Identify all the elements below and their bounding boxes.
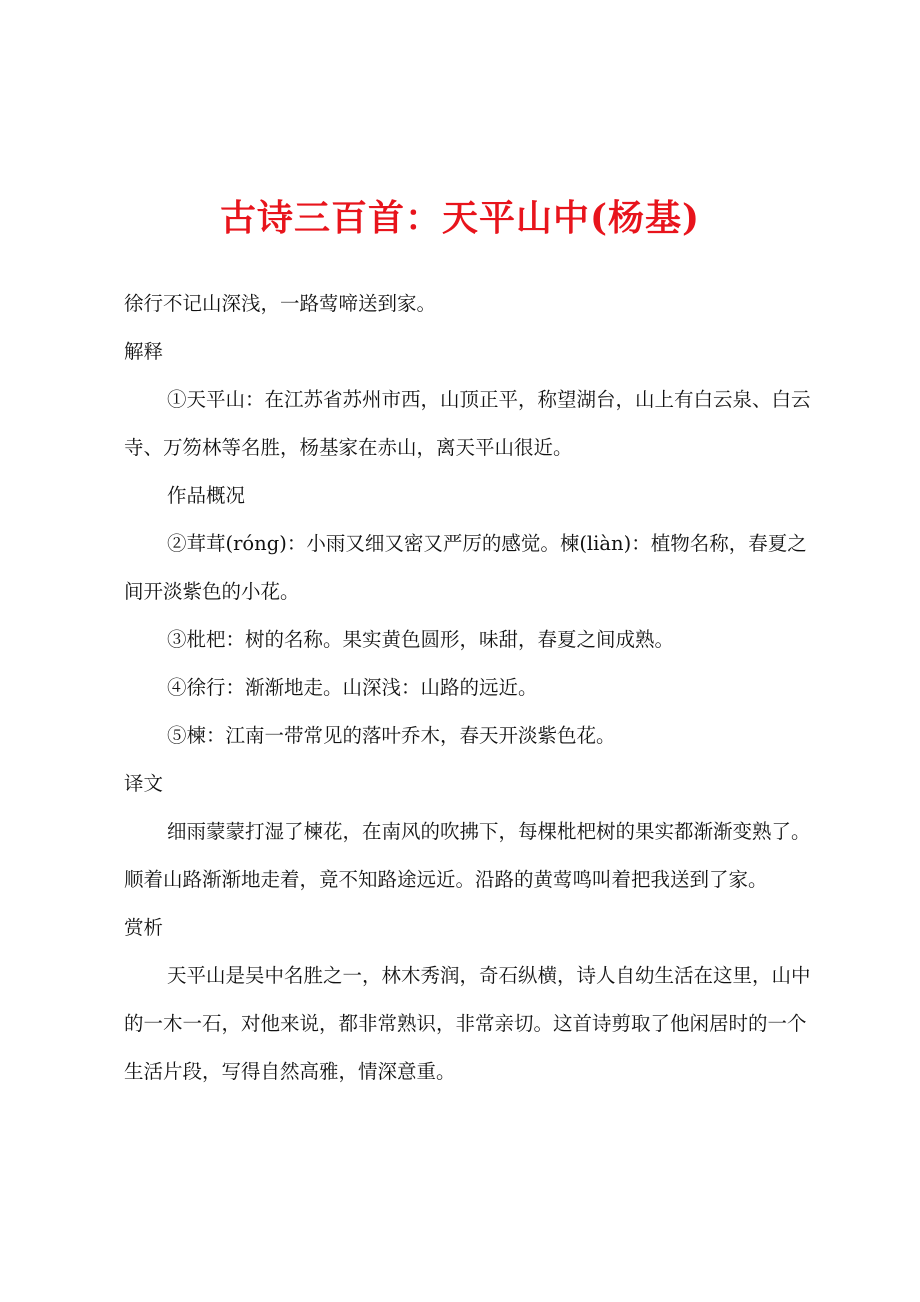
subheading-work-overview: 作品概况 — [167, 484, 246, 507]
section-heading-translation: 译文 — [124, 772, 164, 795]
section-heading-explanation: 解释 — [124, 340, 164, 363]
poem-line: 徐行不记山深浅，一路莺啼送到家。 — [124, 292, 437, 315]
note-paragraph: ②茸茸(róng)：小雨又细又密又严厉的感觉。楝(liàn)：植物名称，春夏之间开淡紫色的小花。 — [124, 532, 807, 603]
translation-paragraph: 细雨蒙蒙打湿了楝花，在南风的吹拂下，每棵枇杷树的果实都渐渐变熟了。顺着山路渐渐地走着，竟不知路途远近。沿路的黄莺鸣叫着把我送到了家。 — [124, 820, 811, 891]
document-title: 古诗三百首：天平山中(杨基) — [219, 197, 701, 239]
note-paragraph: ①天平山：在江苏省苏州市西，山顶正平，称望湖台，山上有白云泉、白云寺、万笏林等名胜，杨基家在赤山，离天平山很近。 — [124, 388, 811, 459]
note-paragraph: ③枇杷：树的名称。果实黄色圆形，味甜，春夏之间成熟。 — [167, 628, 675, 651]
note-paragraph: ④徐行：渐渐地走。山深浅：山路的远近。 — [167, 676, 538, 699]
note-paragraph: ⑤楝：江南一带常见的落叶乔木，春天开淡紫色花。 — [167, 724, 616, 747]
document-body — [124, 280, 814, 1096]
section-heading-appreciation: 赏析 — [124, 916, 164, 939]
appreciation-paragraph: 天平山是吴中名胜之一，林木秀润，奇石纵横，诗人自幼生活在这里，山中的一木一石，对他来说，都非常熟识，非常亲切。这首诗剪取了他闲居时的一个生活片段，写得自然高雅，情深意重。 — [124, 964, 811, 1083]
